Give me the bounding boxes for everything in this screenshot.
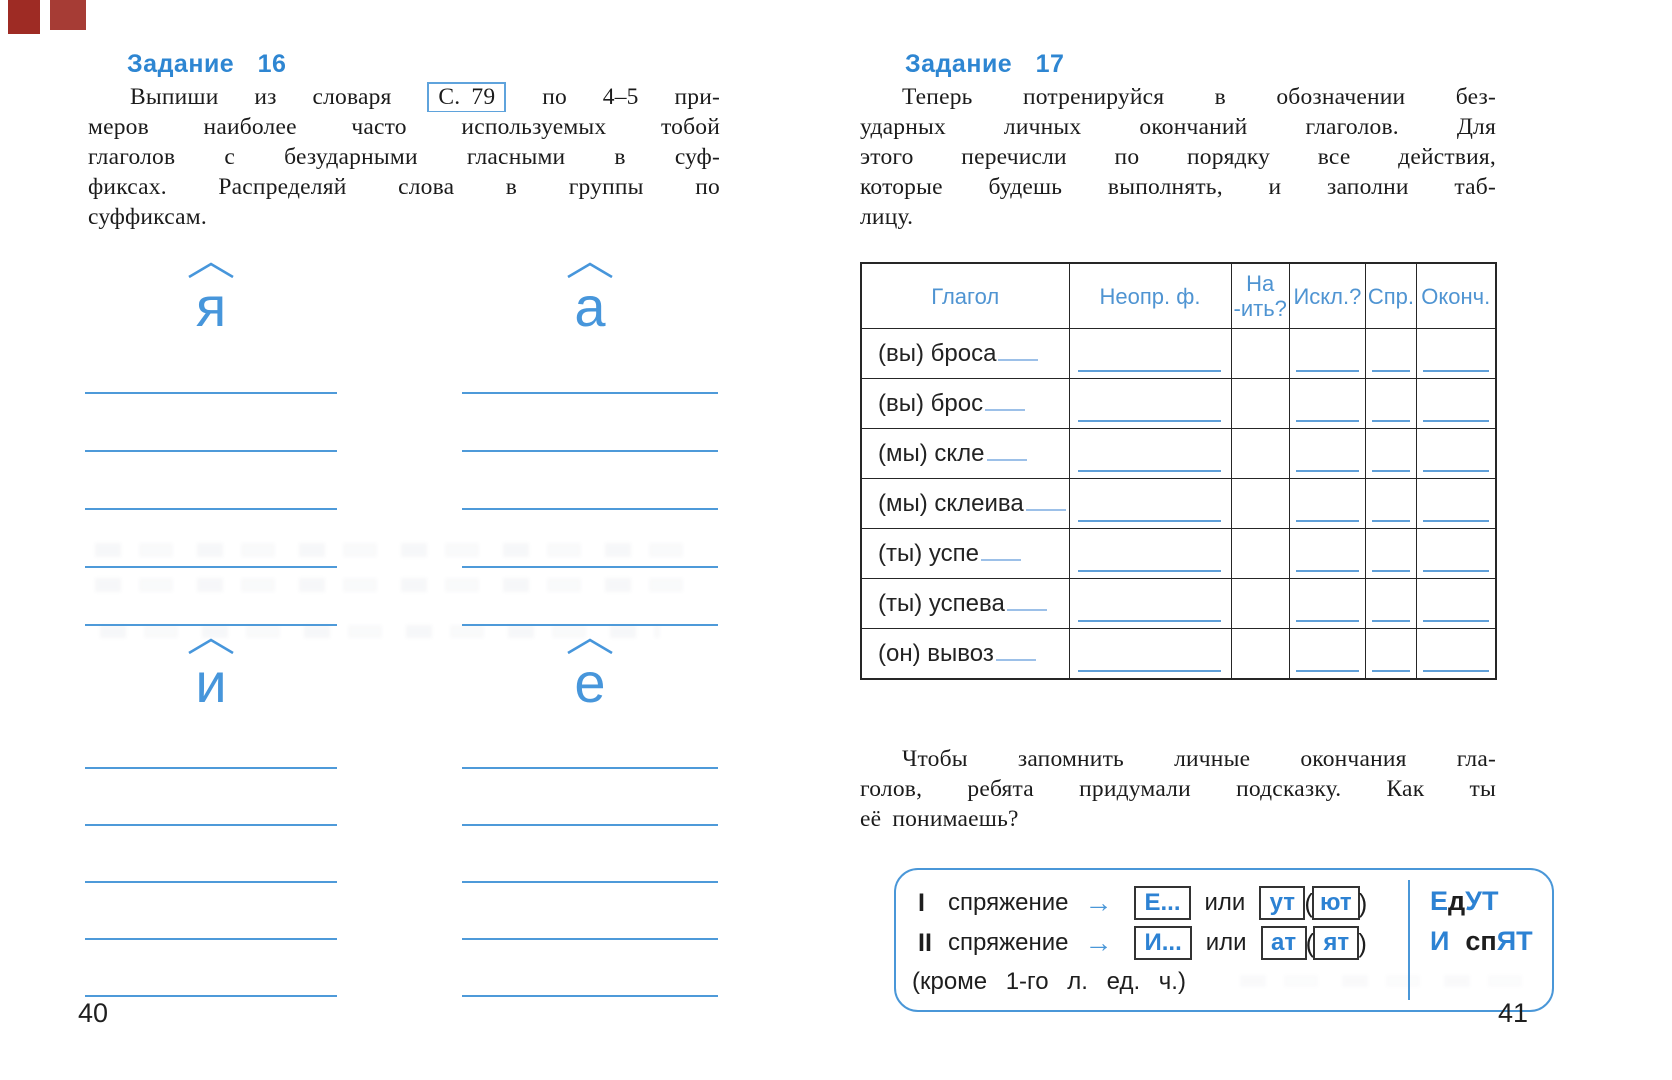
answer-blank (1423, 570, 1489, 572)
conjugation-rule-1 (918, 884, 1366, 922)
suffix-letter-wrap (462, 638, 718, 712)
answer-blank (1372, 470, 1410, 472)
table-row (861, 329, 1496, 379)
instruction-line: глаголов с безударными гласными в суф- (88, 144, 720, 170)
ending-blank (985, 409, 1025, 411)
conjugation-rule-2 (918, 924, 1366, 962)
hint-divider (1408, 880, 1410, 1000)
writing-line (462, 392, 718, 394)
hint-intro-paragraph (860, 744, 1496, 834)
suffix-letter-wrap (85, 262, 337, 336)
table-row (861, 429, 1496, 479)
writing-line (462, 624, 718, 626)
paren-open: ( (1305, 927, 1315, 958)
ending-blank (1007, 609, 1047, 611)
instruction-line: ударных личных окончаний глаголов. Для (860, 114, 1496, 140)
verb-conjugation-table (860, 262, 1497, 680)
writing-line (462, 508, 718, 510)
writing-line (85, 624, 337, 626)
instruction-line: голов, ребята придумали подсказку. Как ты (860, 776, 1496, 802)
answer-blank (1423, 620, 1489, 622)
col-header-verb: Глагол (861, 263, 1069, 329)
instruction-line: меров наиболее часто используемых тобой (88, 114, 720, 140)
instruction-line: Теперь потренируйся в обозначении без- (902, 84, 1496, 110)
col-header-na-it: На -ить? (1231, 263, 1289, 329)
answer-blank (1078, 520, 1221, 522)
answer-blank (1423, 670, 1489, 672)
answer-blank (1296, 670, 1359, 672)
mnemonic-black-part: д (1448, 886, 1466, 916)
col-header-infinitive: Неопр. ф. (1069, 263, 1231, 329)
suffix-box-yut: ют (1312, 886, 1360, 920)
suffix-group-i (85, 628, 337, 997)
mnemonic-black-part: сп (1465, 926, 1497, 956)
ending-letter-box: Е... (1134, 886, 1190, 920)
answer-blank (1296, 620, 1359, 622)
task-17-instructions (860, 82, 1496, 232)
or-word: или (1205, 929, 1247, 956)
answer-blank (1372, 370, 1410, 372)
instruction-line: этого перечисли по порядку все действия, (860, 144, 1496, 170)
answer-blank (1296, 520, 1359, 522)
conjugation-word: спряжение (948, 889, 1069, 916)
mnemonic-blue-part: УТ (1465, 886, 1499, 916)
instruction-line: которые будешь выполнять, и заполни таб- (860, 174, 1496, 200)
suffix-box-ut: ут (1259, 886, 1305, 920)
answer-blank (1372, 520, 1410, 522)
page-number-right: 41 (1498, 998, 1529, 1028)
answer-blank (1372, 570, 1410, 572)
writing-line (85, 450, 337, 452)
mnemonic-spyat (1430, 926, 1533, 957)
writing-line (462, 824, 718, 826)
task-17-title: Задание 17 (905, 50, 1065, 78)
writing-line (462, 450, 718, 452)
instruction-line: фиксах. Распределяй слова в группы по (88, 174, 720, 200)
col-header-ending: Оконч. (1417, 263, 1496, 329)
suffix-group-a (462, 252, 718, 626)
suffix-group-e (462, 628, 718, 997)
answer-blank (1372, 670, 1410, 672)
writing-line (462, 938, 718, 940)
writing-line (85, 508, 337, 510)
table-row (861, 579, 1496, 629)
table-header-row (861, 263, 1496, 329)
answer-blank (1372, 420, 1410, 422)
suffix-letter: е (574, 651, 606, 714)
suffix-letter-wrap (462, 262, 718, 336)
verb-stem: (вы) брос (878, 389, 984, 417)
answer-blank (1296, 420, 1359, 422)
scan-artifact-red-square (50, 0, 86, 30)
answer-blank (1296, 570, 1359, 572)
suffix-box-at: ат (1261, 926, 1307, 960)
dictionary-page-ref: С. 79 (427, 82, 506, 112)
answer-blank (1296, 370, 1359, 372)
writing-line (85, 824, 337, 826)
scan-artifact-red-square (8, 0, 40, 34)
verb-stem: (вы) броса (878, 339, 997, 367)
verb-stem: (ты) успева (878, 589, 1005, 617)
suffix-letter-wrap (85, 638, 337, 712)
roman-numeral-2: II (918, 928, 932, 957)
answer-blank (1423, 370, 1489, 372)
exception-note: (кроме 1-го л. ед. ч.) (912, 968, 1186, 995)
answer-blank (1078, 670, 1221, 672)
writing-line (462, 566, 718, 568)
paren-close: ) (1358, 887, 1368, 918)
verb-stem: (мы) скле (878, 439, 985, 467)
answer-blank (1423, 520, 1489, 522)
or-word: или (1204, 889, 1246, 916)
answer-blank (1078, 570, 1221, 572)
arrow-icon: → (1084, 887, 1113, 918)
suffix-letter: и (195, 651, 227, 714)
writing-line (85, 566, 337, 568)
mnemonic-blue-part: И (1430, 926, 1450, 956)
instruction-line: её понимаешь? (860, 806, 1019, 832)
mnemonic-blue-part: Е (1430, 886, 1449, 916)
writing-line (462, 767, 718, 769)
table-row (861, 529, 1496, 579)
ending-letter-box: И... (1134, 926, 1191, 960)
answer-blank (1078, 470, 1221, 472)
instruction-line: лицу. (860, 204, 914, 230)
writing-line (85, 938, 337, 940)
verb-stem: (ты) успе (878, 539, 979, 567)
writing-line (85, 995, 337, 997)
verb-stem: (мы) склеива (878, 489, 1024, 517)
writing-line (85, 392, 337, 394)
suffix-letter: а (574, 275, 606, 338)
paren-close: ) (1358, 927, 1367, 958)
conjugation-word: спряжение (948, 929, 1069, 956)
page-number-left: 40 (78, 998, 109, 1028)
verb-stem: (он) вывоз (878, 639, 994, 667)
writing-line (462, 995, 718, 997)
table-row (861, 629, 1496, 680)
col-header-conjugation: Спр. (1365, 263, 1416, 329)
instruction-line (88, 82, 720, 112)
answer-blank (1078, 620, 1221, 622)
suffix-box-yat: ят (1313, 926, 1359, 960)
arrow-icon: → (1084, 927, 1113, 958)
task-16-instructions (88, 82, 720, 232)
ending-blank (987, 459, 1027, 461)
mnemonic-edut (1430, 886, 1498, 917)
answer-blank (1078, 370, 1221, 372)
ending-blank (996, 659, 1036, 661)
table-row (861, 479, 1496, 529)
answer-blank (1423, 420, 1489, 422)
writing-line (85, 767, 337, 769)
conjugation-hint-box (894, 868, 1554, 1012)
col-header-exception: Искл.? (1289, 263, 1365, 329)
roman-numeral-1: I (918, 888, 925, 917)
instruction-text: по 4–5 при- (542, 84, 720, 110)
ending-blank (998, 359, 1038, 361)
answer-blank (1372, 620, 1410, 622)
writing-line (85, 881, 337, 883)
suffix-letter: я (195, 275, 227, 338)
ending-blank (981, 559, 1021, 561)
instruction-text: Выпиши из словаря (130, 84, 392, 110)
writing-line (462, 881, 718, 883)
answer-blank (1296, 470, 1359, 472)
task-16-title: Задание 16 (127, 50, 287, 78)
instruction-line: суффиксам. (88, 204, 207, 230)
suffix-group-ya (85, 252, 337, 626)
instruction-line: Чтобы запомнить личные окончания гла- (902, 746, 1496, 772)
mnemonic-blue-part: ЯТ (1496, 926, 1533, 956)
paren-open: ( (1304, 887, 1313, 918)
answer-blank (1078, 420, 1221, 422)
ending-blank (1026, 509, 1066, 511)
table-row (861, 379, 1496, 429)
answer-blank (1423, 470, 1489, 472)
